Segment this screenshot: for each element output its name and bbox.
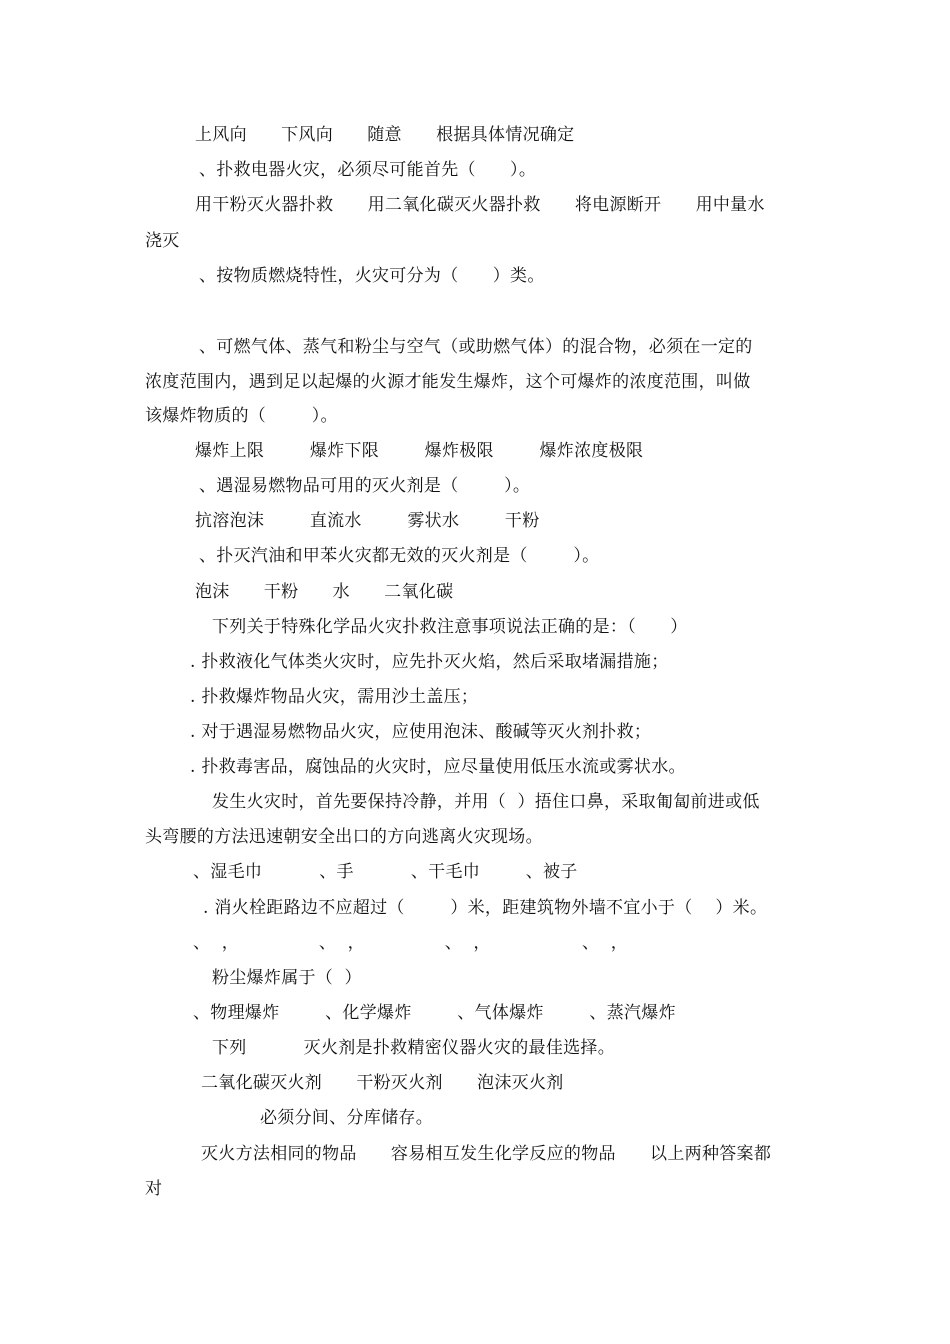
question-hydrant-distance: . 消火栓距路边不应超过（ ）米，距建筑物外墙不宜小于（ ）米。 [203, 898, 768, 918]
question-gasoline-toluene: 、扑灭汽油和甲苯火灾都无效的灭火剂是（ ）。 [199, 546, 600, 566]
question-special-chemicals: 下列关于特殊化学品火灾扑救注意事项说法正确的是：（ ） [212, 617, 688, 637]
option-special-chemicals-a: . 扑救液化气体类火灾时，应先扑灭火焰，然后采取堵漏措施； [190, 652, 669, 672]
answer-options-separate-storage-cont: 对 [145, 1179, 163, 1199]
question-separate-storage: 必须分间、分库储存。 [260, 1108, 433, 1128]
question-escape-fire: 发生火灾时，首先要保持冷静，并用（ ）捂住口鼻，采取匍匐前进或低 [212, 792, 760, 812]
answer-options-electrical-fire: 用干粉灭火器扑救 用二氧化碳灭火器扑救 将电源断开 用中量水 [195, 195, 765, 215]
answer-options-dust-explosion: 、物理爆炸 、化学爆炸 、气体爆炸 、蒸汽爆炸 [193, 1003, 676, 1023]
question-fire-classes: 、按物质燃烧特性，火灾可分为（ ）类。 [199, 266, 545, 286]
question-explosion-range: 、可燃气体、蒸气和粉尘与空气（或助燃气体）的混合物，必须在一定的 [199, 337, 753, 357]
answer-options-explosion-range: 爆炸上限 爆炸下限 爆炸极限 爆炸浓度极限 [195, 441, 644, 461]
question-explosion-range-cont2: 该爆炸物质的（ ）。 [145, 406, 338, 426]
question-explosion-range-cont1: 浓度范围内，遇到足以起爆的火源才能发生爆炸，这个可爆炸的浓度范围，叫做 [145, 372, 751, 392]
answer-options-water-reactive: 抗溶泡沫 直流水 雾状水 干粉 [195, 511, 540, 531]
question-escape-fire-cont: 头弯腰的方法迅速朝安全出口的方向逃离火灾现场。 [145, 827, 543, 847]
question-precision-instrument: 下列 灭火剂是扑救精密仪器火灾的最佳选择。 [212, 1038, 616, 1058]
option-special-chemicals-c: . 对于遇湿易燃物品火灾，应使用泡沫、酸碱等灭火剂扑救； [190, 722, 652, 742]
answer-options-escape-fire: 、湿毛巾 、手 、干毛巾 、被子 [193, 862, 578, 882]
answer-options-gasoline-toluene: 泡沫 干粉 水 二氧化碳 [195, 582, 454, 602]
question-electrical-fire: 、扑救电器火灾，必须尽可能首先（ ）。 [199, 160, 537, 180]
answer-options-hydrant-distance: 、 ， 、 ， 、 ， 、 ， [193, 933, 628, 953]
answer-options-electrical-fire-cont: 浇灭 [145, 231, 180, 251]
option-special-chemicals-d: . 扑救毒害品，腐蚀品的火灾时，应尽量使用低压水流或雾状水。 [190, 757, 686, 777]
question-dust-explosion: 粉尘爆炸属于（ ） [212, 968, 362, 988]
answer-options-wind-direction: 上风向 下风向 随意 根据具体情况确定 [195, 125, 575, 145]
option-special-chemicals-b: . 扑救爆炸物品火灾，需用沙土盖压； [190, 687, 479, 707]
answer-options-separate-storage: 灭火方法相同的物品 容易相互发生化学反应的物品 以上两种答案都 [201, 1144, 772, 1164]
answer-options-precision-instrument: 二氧化碳灭火剂 干粉灭火剂 泡沫灭火剂 [201, 1073, 564, 1093]
question-water-reactive: 、遇湿易燃物品可用的灭火剂是（ ）。 [199, 476, 531, 496]
